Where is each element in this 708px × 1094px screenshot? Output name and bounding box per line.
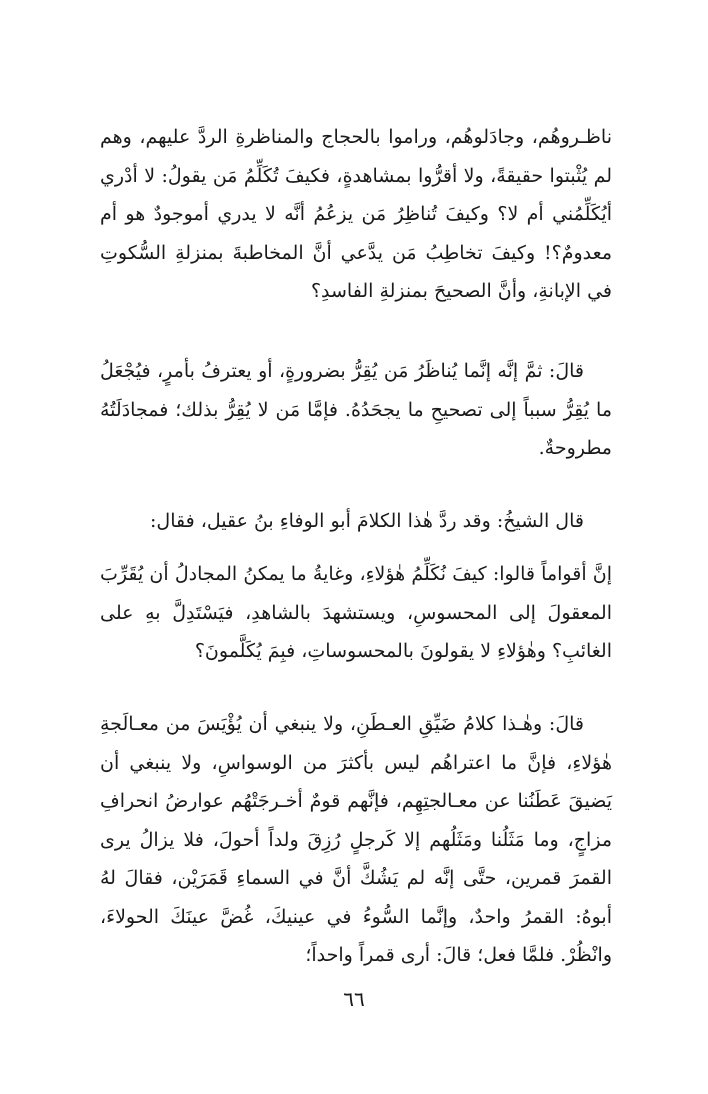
paragraph-3: قال الشيخُ: وقد ردَّ هٰذا الكلامَ أبو الوفاءِ بنُ عقيل، فقال: <box>149 510 584 532</box>
paragraph-1: ناظـروهُم، وجادَلوهُم، وراموا بالحجاج والمناظرةِ الردَّ عليهم، وهم لم يُثْبتوا حقيقةً، ولا أقرُّوا بمشاهدةٍ، فكيفَ تُكَلِّمُ مَن يقولُ: لا أدْري أيُكَلِّمُني أم لا؟ وكيفَ تُناظِرُ مَن يزعُمُ أنَّه لا يدري أموجودٌ هو أم معدومٌ؟! وكيفَ تخاطِبُ مَن يدَّعي أنَّ المخاطبةَ بمنزلةِ السُّكوتِ في الإبانةِ، وأنَّ الصحيحَ بمنزلةِ الفاسدِ؟ <box>100 126 612 302</box>
page-number: ٦٦ <box>343 987 365 1011</box>
paragraph-5: قالَ: وهٰـذا كلامُ ضَيِّقِ العـطَنِ، ولا ينبغي أن يُؤْيَسَ من معـالَجةِ هٰؤلاءِ، فإنَّ ما اعتراهُم ليس بأكثرَ من الوسواسِ، ولا ينبغي أن يَضيقَ عَطَنُنا عن معـالجتِهِم، فإنَّهم قومٌ أخـرجَتْهُم عوارضُ انحرافِ مزاجٍ، وما مَثَلُنا ومَثَلُهم إلا كَرجلٍ رُزِقَ ولداً أحولَ، فلا يزالُ يرى القمرَ قمرين، حتَّى إنَّه لم يَشُكَّ أنَّ في السماءِ قَمَرَيْن، فقالَ لهُ أبوهُ: القمرُ واحدٌ، وإنَّما السُّوءُ في عينيكَ، غُضَّ عينَكَ الحولاءَ، وانْظُرْ. فلمَّا فعل؛ قالَ: أرى قمراً واحداً؛ <box>100 713 612 966</box>
paragraph-2: قالَ: ثمَّ إنَّه إنَّما يُناظَرُ مَن يُقِرُّ بضرورةٍ، أو يعترفُ بأمرٍ، فيُجْعَلُ ما يُقِرُّ سبباً إلى تصحيحِ ما يجحَدُهُ. فإمَّا مَن لا يُقِرُّ بذلك؛ فمجادَلَتُهُ مطروحةٌ. <box>100 360 612 459</box>
paragraph-4: إنَّ أقواماً قالوا: كيفَ نُكَلِّمُ هٰؤلاءِ، وغايةُ ما يمكنُ المجادلُ أن يُقَرِّبَ المعقولَ إلى المحسوسِ، ويستشهدَ بالشاهدِ، فيَسْتَدِلَّ بهِ على الغائبِ؟ وهٰؤلاءِ لا يقولونَ بالمحسوساتِ، فبِمَ يُكَلَّمونَ؟ <box>100 563 612 662</box>
